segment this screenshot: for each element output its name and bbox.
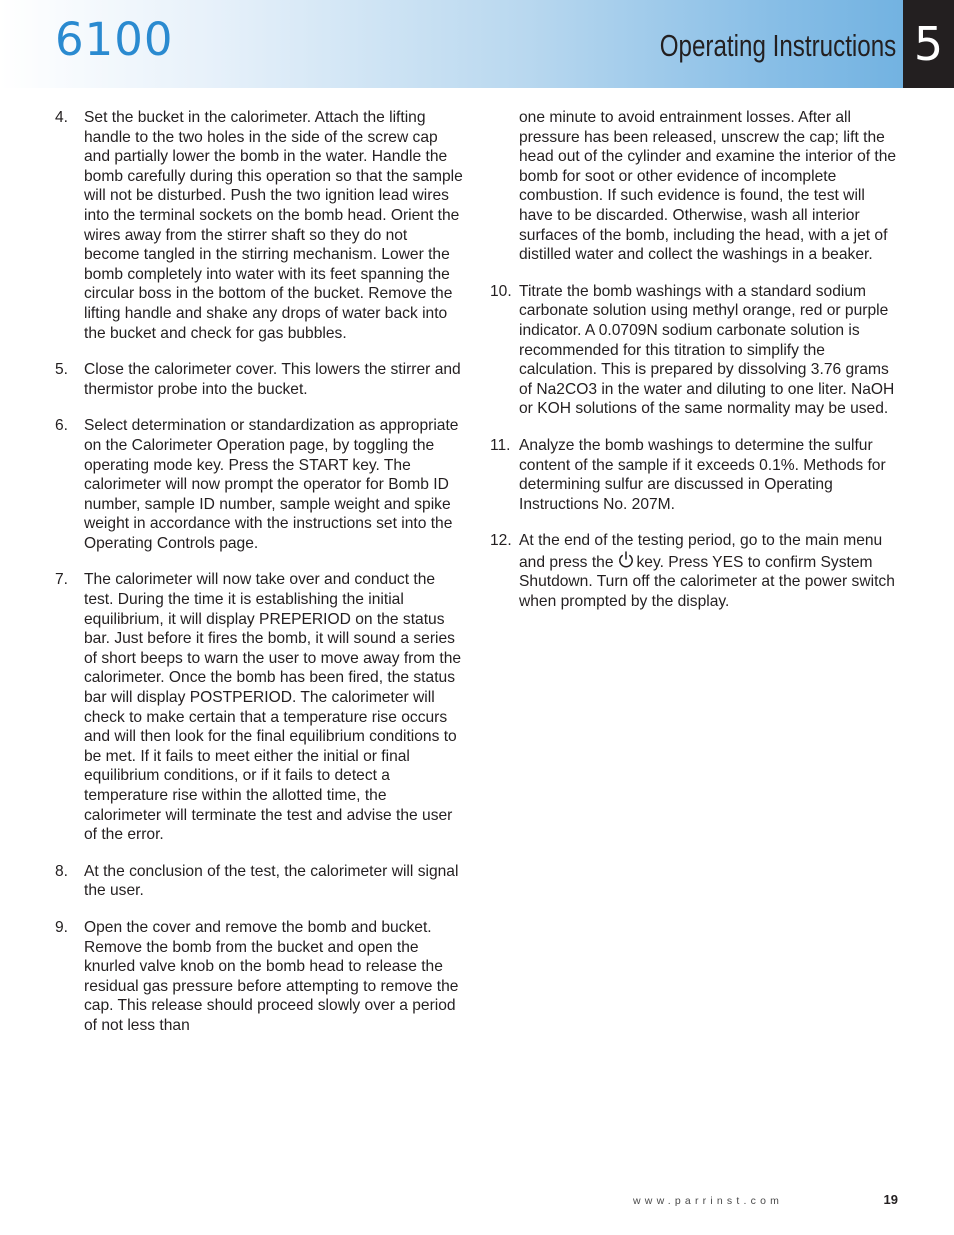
item-number: 6. bbox=[55, 417, 69, 435]
power-icon bbox=[618, 551, 634, 569]
item-continuation: one minute to avoid entrainment losses. After all pressure has been released, unscrew the cap; lift the head out of the cylinder and examine the interior of the bomb for soot or other evidence of incomplete combustion. If such evidence is found, the test will have to be discarded. Otherwise, wash all interior surfaces of the bomb, including the head, with a jet of distilled water and collect the washings in a beaker. bbox=[519, 109, 897, 264]
list-item bbox=[490, 531, 902, 611]
list-item bbox=[55, 416, 465, 553]
list-item bbox=[490, 436, 902, 514]
list-item bbox=[55, 570, 465, 844]
item-text: Titrate the bomb washings with a standard sodium carbonate solution using methyl orange, red or purple indicator. A 0.0709N sodium carbonate solution is recommended for this titration to simplify the calculation. This is prepared by dissolving 3.76 grams of Na2CO3 in the water and diluting to one liter. NaOH or KOH solutions of the same normality may be used. bbox=[519, 282, 895, 418]
list-item bbox=[490, 282, 902, 419]
left-column bbox=[55, 108, 465, 1053]
page-number: 19 bbox=[883, 1192, 898, 1207]
item-text: Select determination or standardization as appropriate on the Calorimeter Operation page, by toggling the operating mode key. Press the START key. The calorimeter will now prompt the operator for Bomb ID number, sample ID number, sample weight and spike weight in accordance with the instructions set into the Operating Controls page. bbox=[84, 417, 459, 552]
list-item bbox=[55, 918, 465, 1036]
item-text: Close the calorimeter cover. This lowers the stirrer and thermistor probe into the bucket. bbox=[84, 361, 461, 398]
model-number: 6100 bbox=[55, 13, 174, 66]
item-number: 12. bbox=[490, 532, 512, 550]
item-number: 8. bbox=[55, 862, 69, 880]
list-item bbox=[55, 108, 465, 343]
item-number: 10. bbox=[490, 282, 512, 300]
item-number: 5. bbox=[55, 361, 69, 379]
item-text bbox=[519, 531, 902, 611]
right-column bbox=[490, 108, 902, 629]
item-number: 7. bbox=[55, 571, 69, 589]
item-number: 4. bbox=[55, 109, 69, 126]
footer-url: www.parrinst.com bbox=[633, 1195, 784, 1207]
list-item bbox=[55, 360, 465, 399]
item-number: 9. bbox=[55, 918, 69, 936]
item-number: 11. bbox=[490, 436, 511, 454]
section-title: Operating Instructions bbox=[659, 28, 896, 63]
page-header bbox=[0, 0, 954, 88]
chapter-number: 5 bbox=[903, 0, 954, 88]
item-text-after-icon: key. Press YES to confirm System Shutdown. Turn off the calorimeter at the power switch when prompted by the display. bbox=[519, 553, 895, 611]
item-text-before-icon: At the end of the testing period, go to the main menu and press the bbox=[519, 532, 883, 571]
item-text: Analyze the bomb washings to determine the sulfur content of the sample if it exceeds 0.1%. Methods for determining sulfur are discussed in Operating Instructions No. 207M. bbox=[519, 436, 886, 513]
item-text: At the conclusion of the test, the calorimeter will signal the user. bbox=[84, 862, 459, 900]
item-text: Open the cover and remove the bomb and bucket. Remove the bomb from the bucket and open the knurled valve knob on the bomb head to release the residual gas pressure before attempting to remove the cap. This release should proceed slowly over a period of not less than bbox=[84, 918, 459, 1034]
list-item bbox=[55, 862, 465, 901]
item-text: Set the bucket in the calorimeter. Attach the lifting handle to the two holes in the side of the screw cap and partially lower the bomb in the water. Handle the bomb carefully during this operation so that the sample will not be disturbed. Push the two ignition lead wires into the terminal sockets on the bomb head. Orient the wires away from the stirrer shaft so they do not become tangled in the stirring mechanism. Lower the bomb completely into water with its feet spanning the circular boss in the bottom of the bucket. Remove the lifting handle and shake any drops of water back into the bucket and check for gas bubbles. bbox=[84, 109, 463, 342]
item-text: The calorimeter will now take over and conduct the test. During the time it is establishing the initial equilibrium, it will display PREPERIOD on the status bar. Just before it fires the bomb, it will sound a series of short beeps to warn the user to move away from the calorimeter. Once the bomb has been fired, the status bar will display POSTPERIOD. The calorimeter will check to make certain that a temperature rise occurs and will then look for the final equilibrium conditions to be met. If it fails to meet either the initial or final equilibrium conditions, or if it fails to detect a temperature rise within the allotted time, the calorimeter will terminate the test and advise the user of the error. bbox=[84, 571, 462, 844]
